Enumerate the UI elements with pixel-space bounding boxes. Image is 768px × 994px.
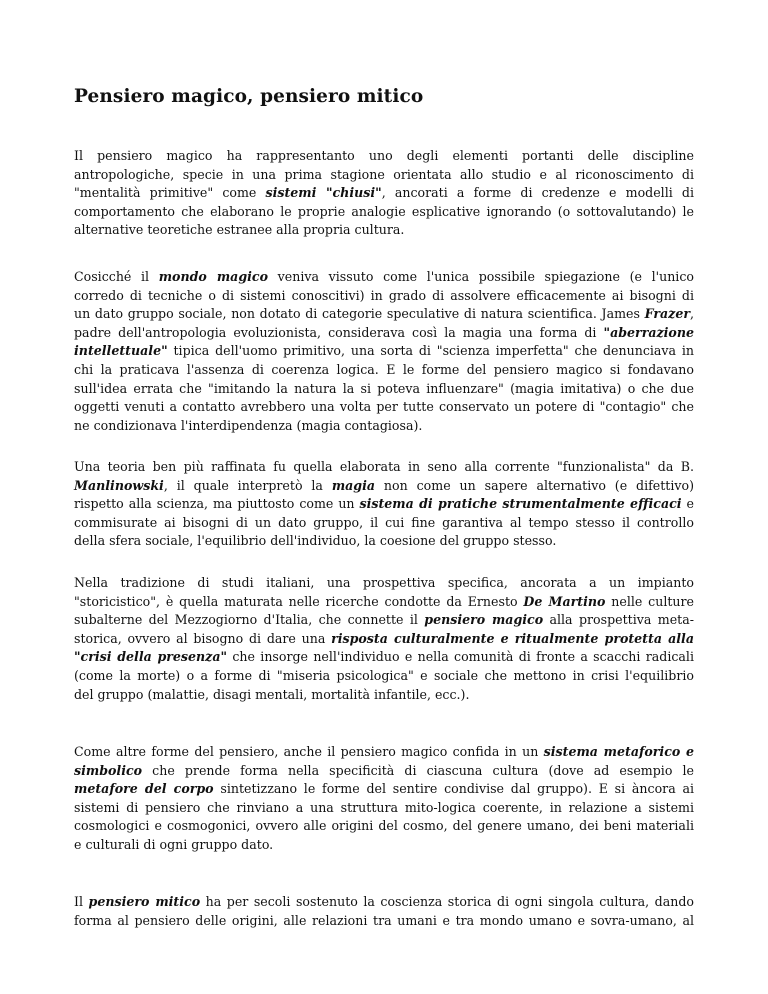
text-run: tipica dell'uomo primitivo, una sorta di "scienza imperfetta" che denunciava in: [167, 343, 694, 359]
text-line: [74, 611, 694, 630]
text-run: nelle culture: [605, 593, 694, 609]
emphasis: risposta culturalmente e ritualmente protetta alla: [331, 630, 694, 646]
text-run: commisurate ai bisogni di un dato gruppo, il cui fine garantiva al tempo stesso il controllo: [74, 514, 694, 530]
text-line: [74, 361, 694, 380]
text-line: [74, 799, 694, 818]
text-line: [74, 686, 694, 705]
text-line: [74, 305, 694, 324]
text-run: Il: [74, 894, 89, 909]
text-line: [74, 495, 694, 514]
text-line: [74, 184, 694, 203]
text-line: [74, 417, 694, 436]
text-line: [74, 324, 694, 343]
text-run: Il pensiero magico ha rappresentanto uno degli elementi portanti delle discipline: [74, 148, 694, 163]
emphasis: "aberrazione: [603, 324, 694, 340]
emphasis: simbolico: [74, 762, 143, 778]
emphasis: magia: [331, 477, 376, 493]
text-line: [74, 166, 694, 185]
text-run: sull'idea errata che "imitando la natura la si poteva influenzare" (magia imitativa) o che due: [74, 380, 694, 396]
text-run: e: [681, 496, 694, 512]
text-line: [74, 836, 694, 855]
text-run: Come altre forme del pensiero, anche il pensiero magico confida in un: [74, 744, 544, 759]
text-line: [74, 477, 694, 496]
text-run: "mentalità primitive" come: [74, 185, 266, 201]
page-title: Pensiero magico, pensiero mitico: [74, 86, 424, 107]
text-run: non come un sapere alternativo (e difettivo): [375, 477, 695, 493]
emphasis: De Martino: [523, 593, 606, 609]
text-run: sistemi di pensiero che rinviano a una struttura mito-logica coerente, in relazione a sistemi: [74, 799, 694, 815]
emphasis: Manlinowski: [74, 477, 164, 493]
text-run: subalterne del Mezzogiorno d'Italia, che connette il: [74, 612, 425, 628]
text-run: forma al pensiero delle origini, alle relazioni tra umani e tra mondo umano e sovra-umano, al: [74, 912, 694, 928]
text-line: [74, 342, 694, 361]
text-line: [74, 762, 694, 781]
text-line: [74, 630, 694, 649]
text-run: antropologiche, specie in una prima stagione orientata allo studio e al riconoscimento di: [74, 166, 694, 182]
paragraph-5: [74, 743, 694, 855]
text-line: [74, 743, 694, 762]
emphasis: sistemi "chiusi": [265, 185, 382, 201]
text-run: Nella tradizione di studi italiani, una prospettiva specifica, ancorata a un impianto: [74, 575, 694, 590]
text-line: [74, 203, 694, 222]
text-run: cosmologici e cosmogonici, ovvero alle origini del cosmo, del genere umano, dei beni materiali: [74, 818, 694, 834]
text-run: oggetti venuti a contatto avrebbero una volta per tutte conservato un potere di "contagio" che: [74, 399, 694, 415]
paragraph-1: [74, 147, 694, 240]
text-run: e culturali di ogni gruppo dato.: [74, 836, 274, 852]
text-line: [74, 380, 694, 399]
text-line: [74, 574, 694, 593]
text-run: ne condizionava l'interdipendenza (magia contagiosa).: [74, 417, 423, 433]
text-run: veniva vissuto come l'unica possibile spiegazione (e l'unico: [268, 269, 694, 284]
text-line: [74, 817, 694, 836]
text-line: [74, 287, 694, 306]
emphasis: metafore del corpo: [74, 781, 214, 797]
text-line: [74, 912, 694, 931]
text-line: [74, 221, 694, 240]
emphasis: sistema metaforico e: [543, 744, 694, 759]
text-run: , il quale interpretò la: [163, 477, 332, 493]
text-line: [74, 593, 694, 612]
text-line: [74, 268, 694, 287]
text-run: chi la praticava l'assenza di coerenza logica. E le forme del pensiero magico si fondavano: [74, 361, 694, 377]
text-run: "storicistico", è quella maturata nelle ricerche condotte da Ernesto: [74, 593, 524, 609]
paragraph-4: [74, 574, 694, 704]
text-run: alternative teoretiche estranee alla propria cultura.: [74, 222, 405, 238]
text-run: un dato gruppo sociale, non dotato di categorie speculative di natura scientifica. James: [74, 306, 645, 322]
text-run: rispetto alla scienza, ma piuttosto come un: [74, 496, 360, 512]
emphasis: mondo magico: [158, 269, 268, 284]
text-line: [74, 458, 694, 477]
text-line: [74, 780, 694, 799]
text-run: padre dell'antropologia evoluzionista, considerava così la magia una forma di: [74, 324, 604, 340]
text-run: del gruppo (malattie, disagi mentali, mortalità infantile, ecc.).: [74, 686, 470, 702]
text-run: alla prospettiva meta-: [543, 612, 694, 628]
text-run: comportamento che elaborano le proprie analogie esplicative ignorando (o sottovalutando) le: [74, 203, 694, 219]
text-line: [74, 147, 694, 166]
paragraph-3: [74, 458, 694, 551]
paragraph-2: [74, 268, 694, 435]
text-run: della sfera sociale, l'equilibrio dell'individuo, la coesione del gruppo stesso.: [74, 533, 557, 549]
emphasis: "crisi della presenza": [74, 649, 228, 665]
text-run: (come la morte) o a forme di "miseria psicologica" e sociale che mettono in crisi l'equilibrio: [74, 667, 694, 683]
text-run: storica, ovvero al bisogno di dare una: [74, 630, 332, 646]
text-run: che prende forma nella specificità di ciascuna cultura (dove ad esempio le: [142, 762, 694, 778]
text-line: [74, 514, 694, 533]
text-line: [74, 532, 694, 551]
text-line: [74, 648, 694, 667]
text-line: [74, 893, 694, 912]
text-line: [74, 398, 694, 417]
text-run: Una teoria ben più raffinata fu quella elaborata in seno alla corrente "funzionalista" da B.: [74, 459, 694, 474]
paragraph-6: [74, 893, 694, 930]
emphasis: Frazer: [644, 306, 690, 322]
text-run: , ancorati a forme di credenze e modelli di: [381, 185, 694, 201]
text-run: Cosicché il: [74, 269, 159, 284]
text-run: corredo di tecniche o di sistemi conoscitivi) in grado di assolvere efficacemente ai bisogni di: [74, 287, 694, 303]
emphasis: intellettuale": [74, 343, 168, 359]
text-run: ,: [689, 306, 694, 322]
emphasis: pensiero mitico: [88, 894, 201, 909]
text-run: ha per secoli sostenuto la coscienza storica di ogni singola cultura, dando: [200, 894, 694, 909]
emphasis: pensiero magico: [424, 612, 544, 628]
text-line: [74, 667, 694, 686]
text-run: sintetizzano le forme del sentire condivise dal gruppo). E si àncora ai: [213, 781, 695, 797]
text-run: che insorge nell'individuo e nella comunità di fronte a scacchi radicali: [227, 649, 694, 665]
emphasis: sistema di pratiche strumentalmente efficaci: [359, 496, 682, 512]
